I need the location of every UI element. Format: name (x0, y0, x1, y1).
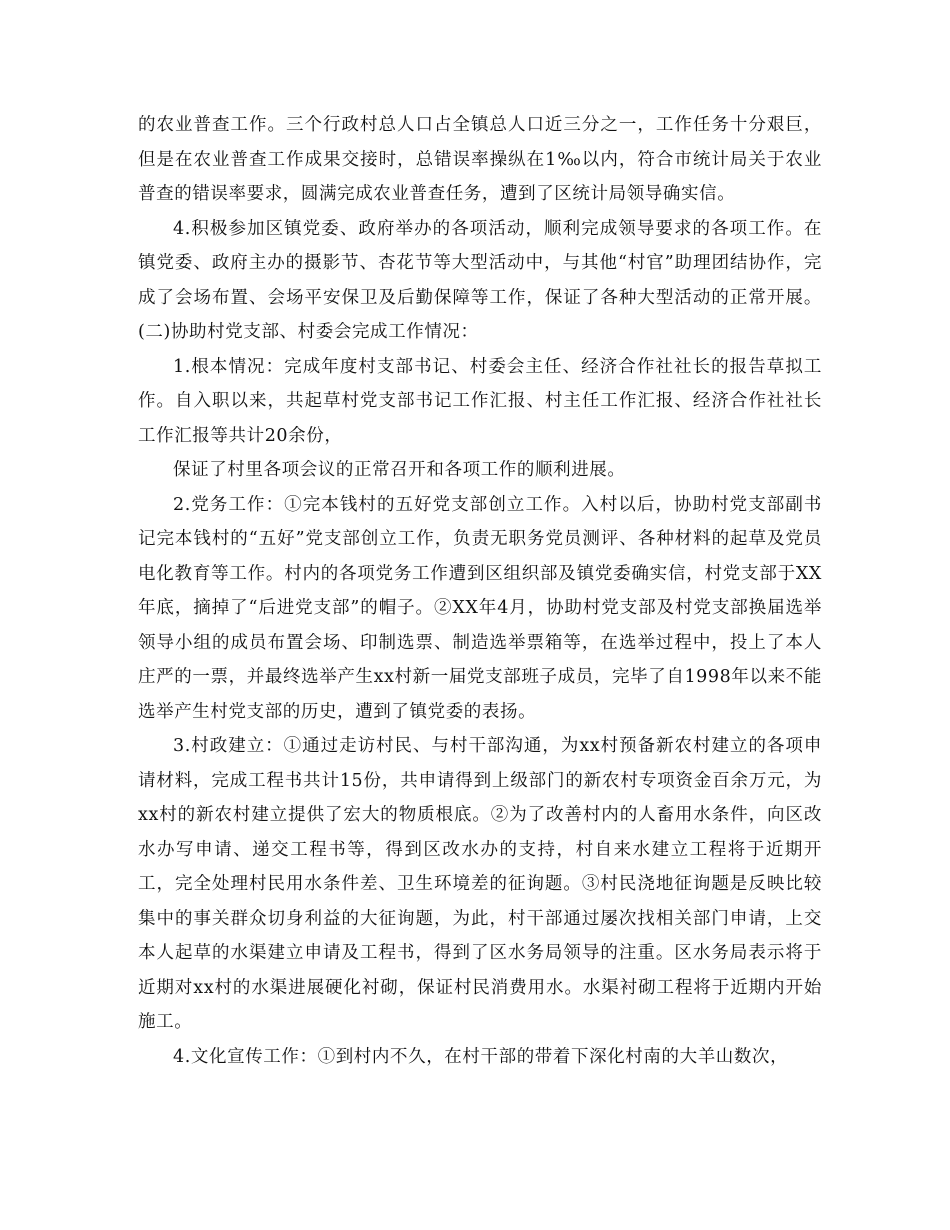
paragraph-agri-census: 的农业普查工作。三个行政村总人口占全镇总人口近三分之一，工作任务十分艰巨，但是在农业普查工作成果交接时，总错误率操纵在1‰以内，符合市统计局关于农业普查的错误率要求，圆满完成农业普查任务，遭到了区统计局领导确实信。 (138, 115, 822, 204)
paragraph-item-4-activities: 4.积极参加区镇党委、政府举办的各项活动，顺利完成领导要求的各项工作。在镇党委、政府主办的摄影节、杏花节等大型活动中，与其他“村官”助理团结协作，完成了会场布置、会场平安保卫及后勤保障等工作，保证了各种大型活动的正常开展。(二)协助村党支部、村委会完成工作情况： (138, 218, 822, 342)
document-body (138, 108, 822, 1074)
paragraph-meetings: 保证了村里各项会议的正常召开和各项工作的顺利进展。 (173, 460, 626, 480)
paragraph-item-3-village-construction: 3.村政建立：①通过走访村民、与村干部沟通，为xx村预备新农村建立的各项申请材料，完成工程书共计15份，共申请得到上级部门的新农村专项资金百余万元，为xx村的新农村建立提供了宏大的物质根底。②为了改善村内的人畜用水条件，向区改水办写申请、递交工程书等，得到区改水办的支持，村自来水建立工程将于近期开工，完全处理村民用水条件差、卫生环境差的征询题。③村民浇地征询题是反映比较集中的事关群众切身利益的大征询题，为此，村干部通过屡次找相关部门申请，上交本人起草的水渠建立申请及工程书，得到了区水务局领导的注重。区水务局表示将于近期对xx村的水渠进展硬化衬砌，保证村民消费用水。水渠衬砌工程将于近期内开始施工。 (138, 736, 822, 1032)
paragraph-item-1-basic: 1.根本情况：完成年度村支部书记、村委会主任、经济合作社社长的报告草拟工作。自入职以来，共起草村党支部书记工作汇报、村主任工作汇报、经济合作社社长工作汇报等共计20余份， (138, 356, 822, 446)
paragraph-item-2-party-affairs: 2.党务工作：①完本钱村的五好党支部创立工作。入村以后，协助村党支部副书记完本钱村的“五好”党支部创立工作，负责无职务党员测评、各种材料的起草及党员电化教育等工作。村内的各项党务工作遭到区组织部及镇党委确实信，村党支部于XX年底，摘掉了“后进党支部”的帽子。②XX年4月，协助村党支部及村党支部换届选举领导小组的成员布置会场、印制选票、制造选举票箱等，在选举过程中，投上了本人庄严的一票，并最终选举产生xx村新一届党支部班子成员，完毕了自1998年以来不能选举产生村党支部的历史，遭到了镇党委的表扬。 (138, 494, 822, 722)
paragraph-item-4-culture: 4.文化宣传工作：①到村内不久，在村干部的带着下深化村南的大羊山数次， (173, 1046, 789, 1067)
